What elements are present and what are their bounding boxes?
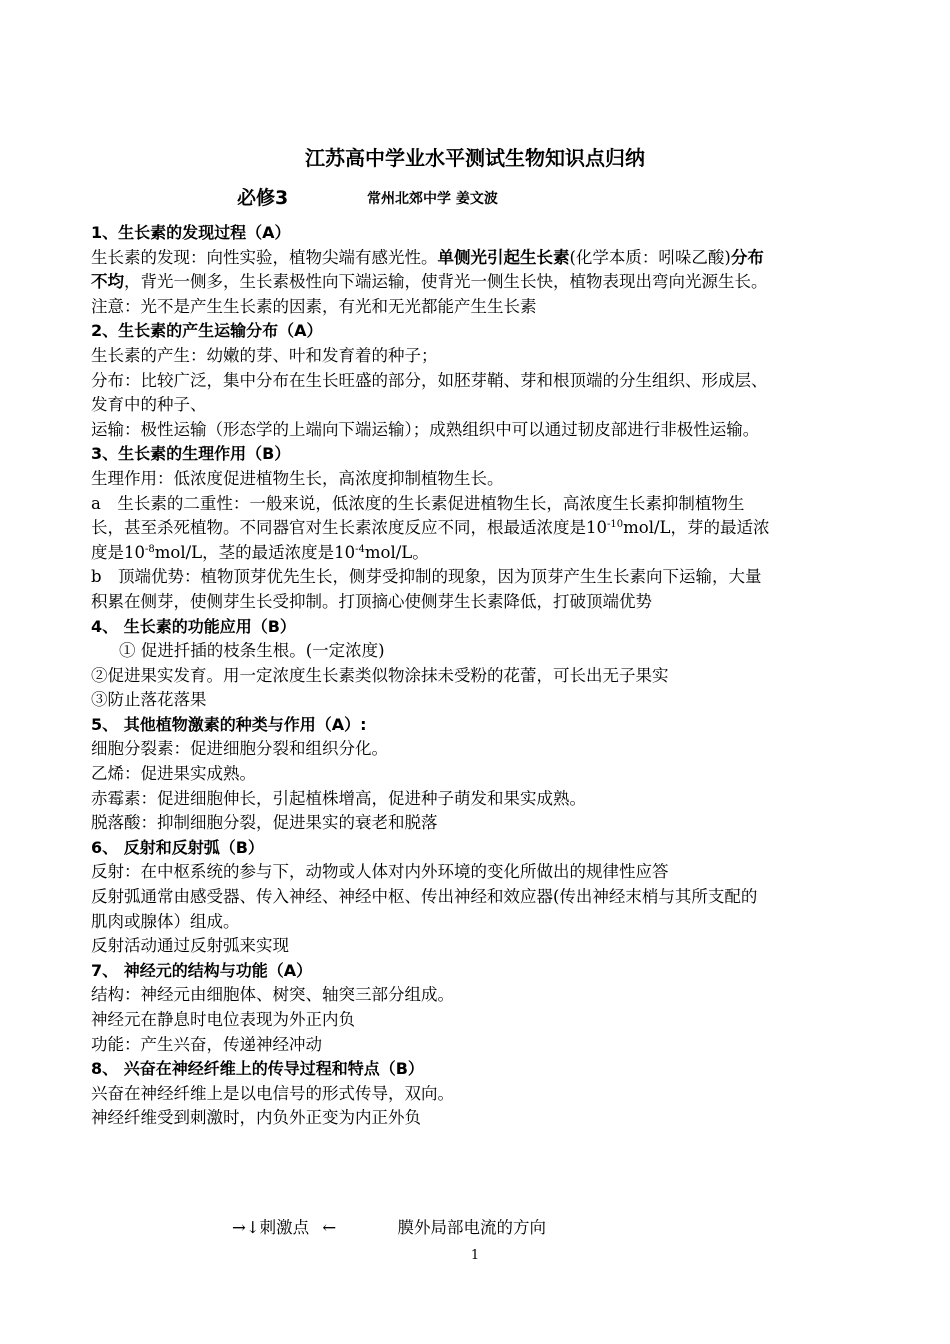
paragraph: 生理作用：低浓度促进植物生长，高浓度抑制植物生长。 [91,468,504,488]
paragraph: 生长素的产生：幼嫩的芽、叶和发育着的种子； [91,345,438,365]
paragraph [91,246,773,295]
text-run: 生长素的发现：向性实验，植物尖端有感光性。 [91,247,438,267]
exponent: -8 [145,543,155,555]
author-line: 常州北郊中学 姜文波 [367,191,498,207]
section-heading: 2、生长素的产生运输分布（A） [91,321,323,341]
section-heading: 3、生长素的生理作用（B） [91,444,291,464]
paragraph: 反射：在中枢系统的参与下，动物或人体对内外环境的变化所做出的规律性应答 [91,862,669,882]
section-heading: 4、 生长素的功能应用（B） [91,616,296,636]
paragraph: 赤霉素：促进细胞伸长，引起植株增高，促进种子萌发和果实成熟。 [91,788,586,808]
list-item: ③防止落花落果 [91,690,207,710]
paragraph: 运输：极性运输（形态学的上端向下端运输）；成熟组织中可以通过韧皮部进行非极性运输。 [91,419,760,439]
paragraph: 反射活动通过反射弧来实现 [91,936,289,956]
paragraph: 细胞分裂素：促进细胞分裂和组织分化。 [91,739,388,759]
section-heading: 5、 其他植物激素的种类与作用（A）: [91,714,367,734]
paragraph: 注意：光不是产生生长素的因素，有光和无光都能产生生长素 [91,296,537,316]
stimulus-label: 刺激点 [259,1218,310,1237]
paragraph: 分布：比较广泛，集中分布在生长旺盛的部分，如胚芽鞘、芽和根顶端的分生组织、形成层、发育中的种子、 [91,370,768,415]
paragraph: 神经纤维受到刺激时，内负外正变为内正外负 [91,1108,421,1128]
page-title: 江苏高中学业水平测试生物知识点归纳 [305,146,645,170]
arrow-down-icon: →↓ [232,1218,260,1237]
paragraph [91,492,773,566]
paragraph: 结构：神经元由细胞体、树突、轴突三部分组成。 [91,985,454,1005]
bold-run: 单侧光引起生长素 [437,247,570,267]
section-heading: 7、 神经元的结构与功能（A） [91,960,313,980]
text-run: mol/L。 [364,542,429,562]
exponent: -10 [607,519,624,531]
paragraph: 脱落酸：抑制细胞分裂，促进果实的衰老和脱落 [91,813,438,833]
current-direction-label: 膜外局部电流的方向 [397,1218,546,1237]
text-run: a 生长素的二重性：一般来说，低浓度的生长素促进植物生长，高浓度生长素抑制植物生长，甚至杀死植物。不同器官对生长素浓度反应不同，根最适浓度是10 [91,493,745,538]
text-run: (化学本质：吲哚乙酸) [569,247,731,267]
stimulus-diagram [232,1214,546,1238]
arrow-left-icon: ← [322,1218,337,1237]
section-heading: 1、生长素的发现过程（A） [91,223,291,242]
body-content [91,221,773,1131]
page-subtitle: 必修3 [237,187,289,209]
page-number: 1 [470,1248,480,1263]
paragraph: 乙烯：促进果实成熟。 [91,764,256,784]
list-item: ②促进果实发育。用一定浓度生长素类似物涂抹未受粉的花蕾，可长出无子果实 [91,665,669,685]
bold-run: 分布不均 [91,247,764,292]
text-run: mol/L，茎的最适浓度是10 [154,542,356,562]
paragraph: 神经元在静息时电位表现为外正内负 [91,1010,355,1029]
section-heading: 8、 兴奋在神经纤维上的传导过程和特点（B） [91,1059,424,1079]
paragraph: 兴奋在神经纤维上是以电信号的形式传导，双向。 [91,1083,454,1103]
list-item: ① 促进扦插的枝条生根。(一定浓度) [119,641,385,661]
text-run: ，背光一侧多，生长素极性向下端运输，使背光一侧生长快，植物表现出弯向光源生长。 [124,272,768,292]
paragraph: b 顶端优势：植物顶芽优先生长，侧芽受抑制的现象，因为顶芽产生生长素向下运输，大量积累在侧芽，使侧芽生长受抑制。打顶摘心使侧芽生长素降低，打破顶端优势 [91,567,762,611]
paragraph: 功能：产生兴奋，传递神经冲动 [91,1034,322,1054]
text-run: mol/L，芽的最适浓度是10 [91,518,770,562]
exponent: -4 [355,543,365,555]
section-heading: 6、 反射和反射弧（B） [91,837,264,857]
paragraph: 反射弧通常由感受器、传入神经、神经中枢、传出神经和效应器(传出神经末梢与其所支配的肌肉或腺体）组成。 [91,887,758,931]
